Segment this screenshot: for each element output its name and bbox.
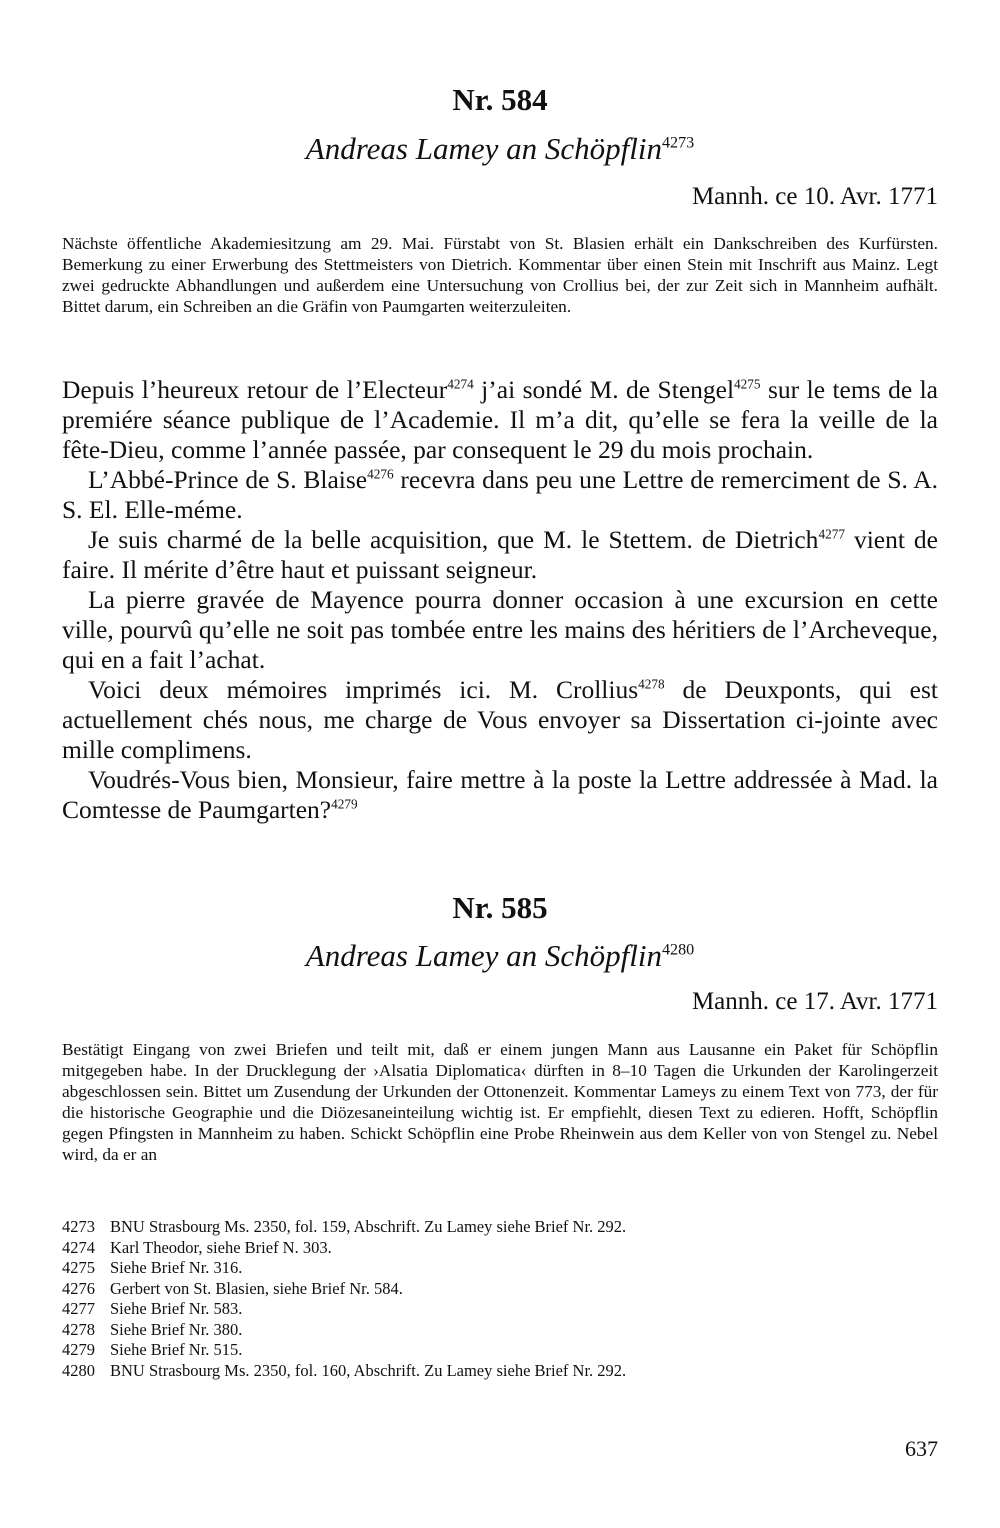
letter-paragraph: L’Abbé-Prince de S. Blaise$^{4276}$ recevra dans peu une Lettre de remerciment de S. A. S. El. Elle-méme. (62, 465, 938, 524)
footnote-number: 4279 (62, 1340, 95, 1359)
footnote-ref: 4274 (447, 376, 474, 392)
footnote-ref: 4277 (818, 526, 845, 542)
letter-title (62, 131, 938, 167)
footnote-number: 4280 (62, 1360, 95, 1380)
footnote-ref: 4279 (331, 796, 358, 812)
footnote-number: 4274 (62, 1237, 95, 1257)
letter-summary: Bestätigt Eingang von zwei Briefen und teilt mit, daß er einem jungen Mann aus Lausanne ein Paket für Schöpflin mitgegeben habe. In der Drucklegung der ›Alsatia Diplomatica‹ dürften in 8–10 Tagen die Urkunden der Karolingerzeit abgeschlossen sein. Bittet um Zusendung der Urkunden der Ottonenzeit. Kommentar Lameys zu einem Text von 773, der für die historische Geographie und die Diözesaneinteilung wichtig ist. Er empfiehlt, diesen Text zu edieren. Hofft, Schöpflin gegen Pfingsten in Mannheim zu haben. Schickt Schöpflin eine Probe Rheinwein aus dem Keller von von Stengel zu. Nebel wird, da er an (62, 1040, 938, 1164)
footnote (62, 1299, 938, 1320)
letter-title-text: Andreas Lamey an Schöpflin (305, 131, 662, 166)
page-number: 637 (905, 1436, 938, 1461)
footnote-number: 4275 (62, 1258, 95, 1277)
footnote-number: 4276 (62, 1278, 95, 1298)
letter-paragraph: Depuis l’heureux retour de l’Electeur$^{4274}$ j’ai sondé M. de Stengel$^{4275}$ sur le tems de la premiére séance publique de l’Academie. Il m’a dit, qu’elle se fera la veille de la fête-Dieu, comme l’année passée, par consequent le 29 du mois prochain. (62, 375, 938, 464)
letter-paragraph: La pierre gravée de Mayence pourra donner occasion à une excursion en cette ville, pourvû qu’elle ne soit pas tombée entre les mains des héritiers de l’Archeveque, qui en a fait l’achat. (62, 585, 938, 674)
footnote-ref: 4276 (367, 466, 394, 482)
letter-number: Nr. 584 (452, 82, 548, 117)
footnotes (62, 1217, 938, 1381)
footnote (62, 1238, 938, 1259)
footnote-text: Siehe Brief Nr. 316. (110, 1258, 243, 1277)
footnote-text: BNU Strasbourg Ms. 2350, fol. 159, Abschrift. Zu Lamey siehe Brief Nr. 292. (110, 1217, 627, 1236)
footnote-text: Siehe Brief Nr. 583. (110, 1299, 243, 1318)
footnote-ref: 4280 (661, 941, 695, 959)
letter-paragraph: Voudrés-Vous bien, Monsieur, faire mettre à la poste la Lettre addressée à Mad. la Comtesse de Paumgarten?$^{4279}$ (62, 765, 938, 824)
letter-paragraph: Voici deux mémoires imprimés ici. M. Crollius$^{4278}$ de Deuxponts, qui est actuellement chés nous, me charge de Vous envoyer sa Dissertation ci-jointe avec mille complimens. (62, 675, 938, 764)
footnote-text: Siehe Brief Nr. 515. (110, 1340, 243, 1359)
footnote-text: Gerbert von St. Blasien, siehe Brief Nr. 584. (110, 1278, 403, 1298)
letter-summary: Nächste öffentliche Akademiesitzung am 29. Mai. Fürstabt von St. Blasien erhält ein Dankschreiben des Kurfürsten. Bemerkung zu einer Erwerbung des Stettmeisters von Dietrich. Kommentar über einen Stein mit Inschrift aus Mainz. Legt zwei gedruckte Abhandlungen und außerdem eine Untersuchung von Crollius bei, der zur Zeit sich in Mannheim aufhält. Bittet darum, ein Schreiben an die Gräfin von Paumgarten weiterzuleiten. (62, 234, 938, 316)
footnote-number: 4278 (62, 1319, 95, 1339)
letter-paragraph: Je suis charmé de la belle acquisition, que M. le Stettem. de Dietrich$^{4277}$ vient de faire. Il mérite d’être haut et puissant seigneur. (62, 525, 938, 584)
letter-number: Nr. 585 (452, 890, 548, 925)
footnote (62, 1361, 938, 1382)
footnote-text: Siehe Brief Nr. 380. (110, 1319, 243, 1339)
letter-title (62, 938, 938, 974)
footnote (62, 1340, 938, 1361)
letter-title-text: Andreas Lamey an Schöpflin (305, 938, 662, 973)
footnote-ref: 4278 (638, 676, 665, 692)
letter-dateline: Mannh. ce 10. Avr. 1771 (691, 183, 938, 210)
footnote-text: BNU Strasbourg Ms. 2350, fol. 160, Abschrift. Zu Lamey siehe Brief Nr. 292. (110, 1360, 627, 1380)
footnote-ref: 4275 (734, 376, 761, 392)
footnote (62, 1320, 938, 1341)
footnote-text: Karl Theodor, siehe Brief N. 303. (110, 1237, 332, 1257)
footnote-ref: 4273 (661, 134, 695, 152)
footnote (62, 1217, 938, 1238)
letter-dateline: Mannh. ce 17. Avr. 1771 (691, 988, 938, 1015)
footnote (62, 1279, 938, 1300)
footnote-number: 4273 (62, 1217, 95, 1236)
footnote (62, 1258, 938, 1279)
letter-body (62, 375, 938, 825)
footnote-number: 4277 (62, 1299, 95, 1318)
